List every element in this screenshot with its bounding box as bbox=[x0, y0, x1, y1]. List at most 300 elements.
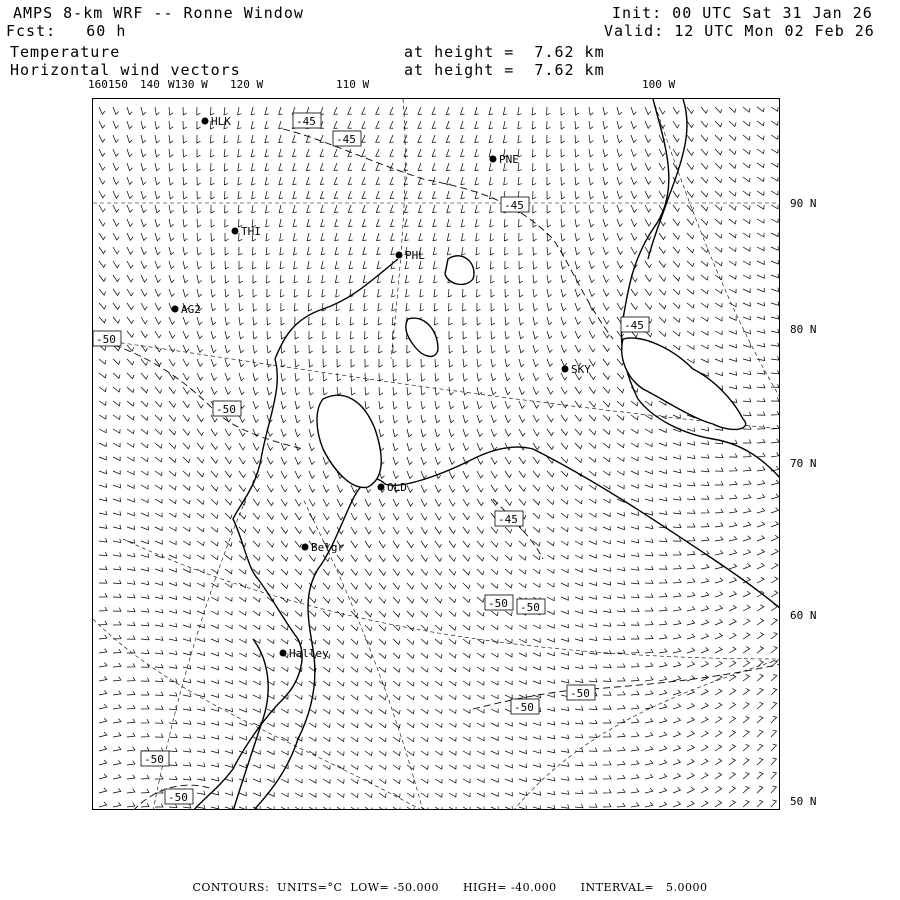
wind-barb bbox=[449, 667, 456, 672]
wind-barb bbox=[729, 745, 736, 752]
wind-barb bbox=[519, 485, 526, 491]
wind-barb bbox=[393, 527, 399, 534]
lon-label-150: 150 bbox=[108, 78, 128, 91]
wind-barb bbox=[463, 569, 470, 575]
wind-barb bbox=[309, 373, 313, 381]
wind-barb bbox=[533, 513, 540, 519]
wind-barb bbox=[505, 443, 511, 450]
wind-barb bbox=[435, 625, 442, 630]
wind-barb bbox=[659, 247, 666, 254]
wind-barb bbox=[715, 787, 722, 793]
coast-east-upper bbox=[648, 99, 687, 259]
wind-barb bbox=[533, 569, 540, 574]
wind-barb bbox=[351, 639, 358, 645]
wind-barb bbox=[141, 499, 148, 503]
wind-barb bbox=[491, 345, 495, 353]
wind-barb bbox=[267, 527, 274, 533]
wind-barb bbox=[211, 471, 218, 477]
wind-barb bbox=[141, 553, 149, 557]
wind-barb bbox=[617, 540, 625, 544]
wind-barb bbox=[320, 177, 324, 185]
wind-barb bbox=[267, 555, 274, 561]
wind-barb bbox=[533, 415, 539, 422]
wind-barb bbox=[460, 107, 464, 115]
wind-barb bbox=[533, 694, 541, 698]
wind-barb bbox=[449, 317, 453, 325]
wind-barb bbox=[281, 499, 287, 506]
wind-barb bbox=[211, 261, 215, 269]
wind-barb bbox=[281, 317, 285, 325]
wind-barb bbox=[435, 695, 442, 700]
wind-barb bbox=[673, 191, 679, 198]
lat-label-70: 70 N bbox=[790, 457, 817, 470]
wind-barb bbox=[183, 776, 191, 780]
wind-barb bbox=[589, 734, 597, 738]
wind-barb bbox=[211, 317, 216, 325]
wind-barb bbox=[155, 107, 160, 115]
wind-barb bbox=[729, 731, 736, 738]
wind-barb bbox=[183, 205, 187, 213]
wind-barb bbox=[390, 163, 394, 170]
wind-barb bbox=[127, 359, 134, 365]
wind-barb bbox=[463, 695, 470, 699]
wind-barb bbox=[225, 429, 231, 436]
wind-barb bbox=[141, 191, 146, 199]
wind-barb bbox=[491, 583, 498, 588]
wind-barb bbox=[505, 736, 512, 740]
wind-barb bbox=[435, 793, 442, 797]
wind-barb bbox=[239, 722, 246, 726]
wind-barb bbox=[432, 163, 436, 171]
wind-barb bbox=[197, 485, 204, 491]
wind-barb bbox=[155, 149, 160, 157]
wind-barb bbox=[561, 457, 568, 463]
wind-barb bbox=[281, 457, 287, 464]
wind-barb bbox=[406, 303, 410, 311]
wind-barb bbox=[183, 387, 189, 394]
wind-barb bbox=[771, 480, 779, 485]
wind-barb bbox=[631, 289, 637, 296]
wind-barb bbox=[99, 676, 107, 681]
wind-barb bbox=[729, 358, 737, 362]
meridian-110 bbox=[391, 99, 405, 359]
wind-barb bbox=[365, 527, 371, 534]
wind-barb bbox=[561, 791, 569, 795]
wind-barb bbox=[435, 373, 439, 381]
wind-barb bbox=[603, 789, 611, 793]
wind-barb bbox=[294, 275, 298, 283]
wind-barb bbox=[505, 569, 512, 574]
wind-barb bbox=[701, 620, 709, 625]
wind-barb bbox=[757, 716, 763, 723]
wind-barb bbox=[477, 583, 484, 588]
wind-barb bbox=[127, 205, 133, 212]
wind-barb bbox=[99, 107, 105, 114]
wind-barb bbox=[155, 499, 162, 503]
wind-barb bbox=[435, 779, 442, 783]
wind-barb bbox=[127, 401, 134, 406]
wind-barb bbox=[729, 633, 736, 639]
wind-barb bbox=[659, 317, 666, 323]
wind-barb bbox=[113, 443, 120, 447]
wind-barb bbox=[169, 692, 177, 696]
wind-barb bbox=[589, 387, 596, 393]
wind-barb bbox=[547, 569, 554, 573]
wind-barb bbox=[575, 610, 583, 614]
wind-barb bbox=[673, 219, 680, 225]
wind-barb bbox=[141, 705, 149, 709]
wind-barb bbox=[449, 387, 454, 395]
coast-south-east bbox=[533, 449, 780, 609]
lat-label-50: 50 N bbox=[790, 795, 817, 808]
wind-barb bbox=[463, 331, 467, 339]
wind-barb bbox=[183, 693, 191, 697]
wind-barb bbox=[307, 219, 311, 227]
field-temperature: Temperature bbox=[10, 43, 121, 61]
wind-barb bbox=[281, 625, 288, 630]
wind-barb bbox=[99, 219, 105, 226]
wind-barb bbox=[211, 429, 217, 436]
wind-barb bbox=[307, 191, 311, 199]
wind-barb bbox=[362, 177, 366, 184]
wind-barb bbox=[589, 275, 594, 283]
wind-barb bbox=[589, 149, 593, 157]
wind-barb bbox=[378, 331, 382, 339]
wind-barb bbox=[771, 163, 778, 167]
wind-barb bbox=[127, 677, 135, 681]
init-time: Init: 00 UTC Sat 31 Jan 26 bbox=[612, 4, 873, 22]
wind-barb bbox=[113, 233, 119, 240]
wind-barb bbox=[253, 722, 260, 726]
wind-barb bbox=[589, 289, 595, 296]
wind-barb bbox=[197, 135, 201, 143]
wind-barb bbox=[715, 331, 722, 335]
wind-barb bbox=[463, 807, 470, 810]
wind-barb bbox=[155, 233, 160, 241]
wind-barb bbox=[617, 608, 625, 612]
wind-barb bbox=[197, 205, 201, 213]
wind-barb bbox=[715, 344, 722, 348]
wind-barb bbox=[197, 415, 203, 422]
wind-barb bbox=[631, 429, 638, 433]
wind-barb bbox=[337, 723, 344, 728]
wind-barb bbox=[603, 275, 609, 282]
wind-barb bbox=[617, 191, 622, 199]
wind-barb bbox=[253, 289, 257, 297]
wind-barb bbox=[715, 358, 722, 362]
wind-barb bbox=[141, 733, 149, 737]
wind-barb bbox=[505, 778, 512, 782]
wind-barb bbox=[155, 692, 163, 696]
wind-barb bbox=[238, 205, 242, 213]
wind-barb bbox=[155, 415, 162, 421]
wind-barb bbox=[505, 694, 512, 698]
wind-barb bbox=[351, 709, 358, 714]
wind-barb bbox=[281, 639, 288, 644]
wind-barb bbox=[603, 205, 608, 213]
wind-barb bbox=[729, 578, 737, 584]
wind-barb bbox=[292, 135, 296, 143]
wind-barb bbox=[197, 541, 204, 546]
wind-barb bbox=[475, 149, 479, 157]
wind-barb bbox=[295, 527, 302, 534]
wind-barb bbox=[225, 736, 233, 740]
wind-barb bbox=[113, 649, 121, 653]
wind-barb bbox=[645, 788, 653, 793]
wind-barb bbox=[141, 429, 148, 434]
wind-barb bbox=[687, 331, 694, 336]
wind-barb bbox=[306, 163, 310, 171]
wind-barb bbox=[491, 331, 495, 339]
wind-barb bbox=[295, 597, 302, 603]
wind-barb bbox=[293, 219, 297, 227]
wind-barb bbox=[197, 679, 205, 683]
wind-barb bbox=[253, 695, 260, 699]
wind-barb bbox=[491, 792, 498, 796]
wind-barb bbox=[379, 709, 386, 714]
wind-barb bbox=[757, 219, 764, 223]
wind-barb bbox=[99, 359, 106, 364]
wind-barb bbox=[617, 677, 625, 681]
wind-barb bbox=[533, 177, 537, 185]
wind-barb bbox=[617, 581, 625, 585]
wind-barb bbox=[281, 709, 288, 713]
wind-barb bbox=[547, 373, 553, 380]
wind-barb bbox=[505, 750, 512, 754]
wind-barb bbox=[155, 650, 163, 654]
wind-barb bbox=[617, 471, 624, 475]
lon-label-140: 140 bbox=[140, 78, 160, 91]
wind-barb bbox=[113, 205, 119, 212]
wind-barb bbox=[334, 163, 338, 170]
wind-barb bbox=[505, 261, 509, 269]
wind-barb bbox=[589, 317, 595, 324]
wind-barb bbox=[211, 624, 218, 628]
wind-barb bbox=[127, 457, 134, 461]
wind-barb bbox=[155, 177, 160, 185]
wind-barb bbox=[379, 695, 386, 700]
wind-barb bbox=[701, 441, 709, 445]
wind-barb bbox=[743, 619, 750, 625]
wind-barb bbox=[505, 541, 512, 547]
station-phl bbox=[396, 249, 426, 262]
wind-barb bbox=[393, 751, 400, 756]
wind-barb bbox=[99, 802, 107, 807]
wind-barb bbox=[757, 744, 763, 751]
wind-barb bbox=[225, 666, 232, 670]
wind-barb bbox=[390, 205, 394, 213]
wind-barb bbox=[504, 177, 508, 185]
wind-barb bbox=[743, 205, 750, 210]
wind-barb bbox=[701, 731, 708, 737]
wind-barb bbox=[309, 485, 315, 492]
wind-barb bbox=[392, 289, 396, 297]
wind-barb bbox=[547, 707, 555, 711]
wind-barb bbox=[449, 709, 456, 713]
wind-barb bbox=[771, 439, 779, 443]
wind-barb bbox=[183, 373, 189, 380]
wind-barb bbox=[407, 611, 414, 617]
wind-barb bbox=[757, 247, 764, 251]
wind-barb bbox=[155, 720, 163, 724]
wind-barb bbox=[631, 761, 639, 766]
wind-barb bbox=[281, 485, 287, 492]
wind-barb bbox=[295, 555, 302, 561]
wind-barb bbox=[141, 163, 146, 171]
wind-barb bbox=[491, 401, 496, 409]
wind-barb bbox=[418, 135, 422, 142]
wind-barb bbox=[267, 359, 272, 367]
wind-barb bbox=[547, 541, 554, 546]
wind-barb bbox=[463, 737, 470, 741]
wind-barb bbox=[505, 387, 510, 395]
wind-barb bbox=[169, 527, 176, 531]
wind-barb bbox=[197, 665, 205, 669]
wind-barb bbox=[406, 289, 410, 297]
wind-barb bbox=[505, 792, 512, 796]
wind-barb bbox=[127, 803, 135, 807]
wind-barb bbox=[225, 443, 231, 450]
wind-barb bbox=[757, 605, 764, 611]
wind-barb bbox=[743, 772, 749, 779]
wind-barb bbox=[348, 177, 352, 184]
wind-barb bbox=[99, 621, 107, 625]
wind-barb bbox=[603, 289, 609, 296]
wind-barb bbox=[547, 163, 551, 171]
wind-barb bbox=[211, 177, 215, 185]
wind-barb bbox=[379, 653, 386, 658]
wind-barb bbox=[113, 289, 120, 296]
wind-barb bbox=[477, 793, 484, 797]
wind-barb bbox=[575, 121, 579, 129]
wind-barb bbox=[225, 527, 232, 532]
wind-barb bbox=[533, 805, 541, 809]
wind-barb bbox=[127, 149, 132, 157]
wind-barb bbox=[197, 624, 204, 628]
wind-barb bbox=[489, 163, 493, 171]
wind-barb bbox=[519, 541, 526, 546]
wind-barb bbox=[197, 317, 202, 325]
wind-barb bbox=[589, 540, 596, 544]
wind-barb bbox=[477, 807, 484, 810]
wind-barb bbox=[477, 779, 484, 783]
wind-barb bbox=[631, 149, 637, 157]
wind-barb bbox=[617, 247, 623, 254]
wind-barb bbox=[519, 247, 523, 255]
wind-barb bbox=[446, 135, 450, 143]
wind-barb bbox=[505, 681, 512, 685]
wind-barb bbox=[393, 387, 397, 395]
wind-barb bbox=[547, 749, 555, 753]
wind-barb bbox=[321, 205, 325, 213]
contour-info-footer: CONTOURS: UNITS=°C LOW= -50.000 HIGH= -40.000 INTERVAL= 5.0000 bbox=[192, 881, 708, 894]
wind-barb bbox=[113, 760, 121, 765]
contour-label-text: -50 bbox=[144, 753, 164, 766]
wind-barb bbox=[267, 471, 273, 478]
wind-barb bbox=[645, 261, 651, 268]
wind-barb bbox=[99, 760, 107, 765]
wind-barb bbox=[225, 303, 229, 311]
wind-barb bbox=[155, 429, 162, 435]
wind-barb bbox=[491, 806, 498, 810]
wind-barb bbox=[743, 563, 750, 569]
wind-barb bbox=[320, 163, 324, 171]
wind-barb bbox=[351, 723, 358, 728]
wind-barb bbox=[715, 275, 722, 280]
wind-barb bbox=[617, 275, 623, 282]
wind-barb bbox=[659, 163, 665, 170]
wind-barb bbox=[715, 107, 722, 113]
wind-barb bbox=[729, 786, 735, 793]
wind-barb bbox=[224, 177, 228, 185]
wind-barb bbox=[491, 359, 496, 367]
wind-barb bbox=[127, 512, 135, 516]
wind-barb bbox=[155, 776, 163, 780]
wind-barb bbox=[265, 149, 269, 157]
wind-barb bbox=[603, 692, 611, 696]
wind-barb bbox=[225, 680, 232, 684]
wind-barb bbox=[421, 681, 428, 686]
wind-barb bbox=[533, 387, 539, 394]
wind-barb bbox=[211, 611, 218, 615]
wind-barb bbox=[673, 676, 681, 681]
wind-barb bbox=[475, 205, 479, 213]
wind-barb bbox=[253, 373, 258, 381]
wind-barb bbox=[701, 759, 708, 765]
wind-barb bbox=[435, 667, 442, 672]
wind-barb bbox=[293, 149, 297, 157]
wind-barb bbox=[127, 663, 135, 667]
wind-barb bbox=[603, 803, 611, 807]
wind-barb bbox=[421, 737, 428, 742]
wind-barb bbox=[280, 275, 284, 283]
wind-barb bbox=[533, 191, 537, 199]
wind-barb bbox=[351, 765, 358, 770]
wind-barb bbox=[350, 303, 354, 311]
wind-barb bbox=[435, 541, 442, 548]
wind-barb bbox=[421, 751, 428, 755]
wind-barb bbox=[127, 289, 133, 296]
wind-barb bbox=[169, 191, 174, 199]
wind-barb bbox=[379, 359, 383, 367]
wind-barb bbox=[127, 747, 135, 751]
wind-barb bbox=[490, 247, 494, 255]
wind-barb bbox=[771, 674, 777, 681]
wind-barb bbox=[253, 750, 260, 754]
wind-barb bbox=[379, 793, 386, 798]
wind-barb bbox=[645, 219, 651, 226]
wind-barb bbox=[771, 591, 778, 597]
wind-barb bbox=[348, 163, 352, 170]
wind-barb bbox=[239, 625, 246, 629]
wind-barb bbox=[197, 513, 204, 518]
wind-barb bbox=[631, 705, 639, 709]
wind-barb bbox=[351, 751, 358, 756]
wind-barb bbox=[533, 303, 538, 311]
wind-barb bbox=[631, 512, 639, 516]
wind-barb bbox=[321, 219, 325, 227]
wind-barb bbox=[448, 289, 452, 297]
wind-barb bbox=[631, 135, 636, 143]
wind-barb bbox=[617, 761, 625, 765]
wind-barb bbox=[197, 749, 205, 753]
wind-barb bbox=[225, 289, 229, 297]
wind-barb bbox=[225, 317, 230, 325]
wind-barb bbox=[155, 261, 161, 269]
wind-barb bbox=[376, 163, 380, 170]
wind-barb bbox=[659, 483, 667, 487]
wind-barb bbox=[155, 581, 163, 585]
